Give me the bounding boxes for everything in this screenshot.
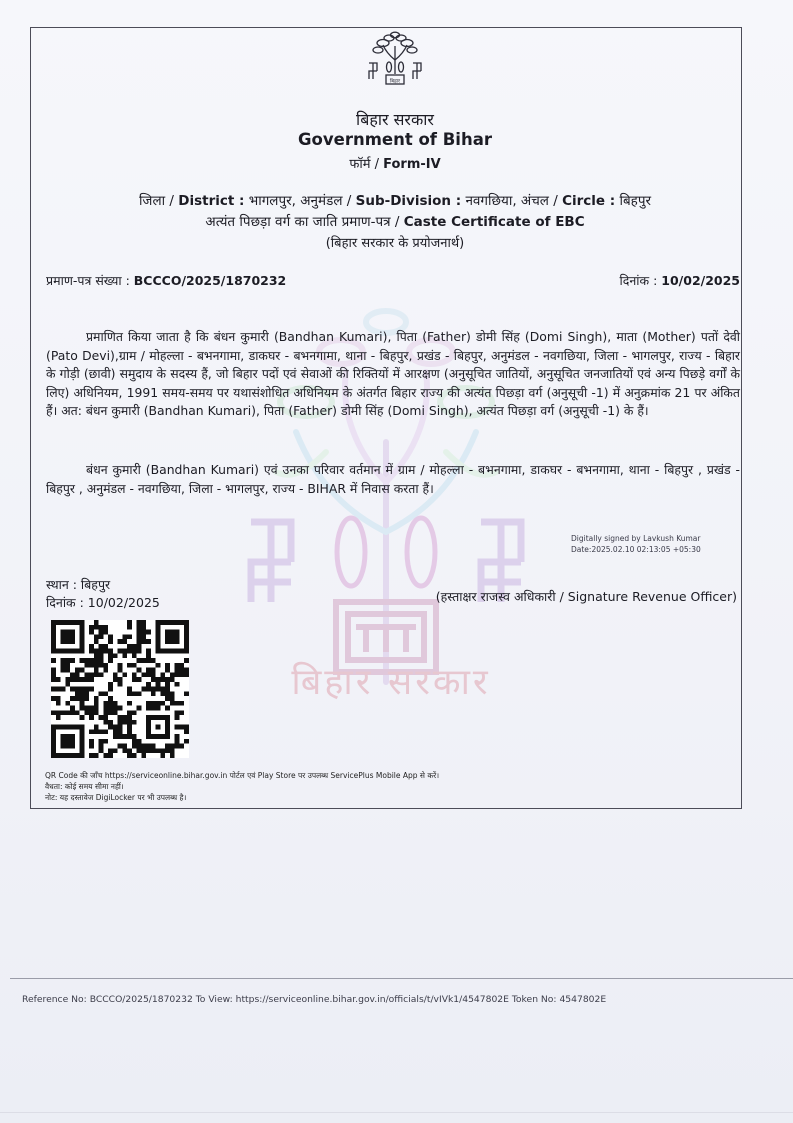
qr-code [51, 620, 189, 758]
qr-note: QR Code की जाँच https://serviceonline.bihar.gov.in पोर्टल एवं Play Store पर उपलब्ध ServicePlus Mobile App से करें। [45, 771, 440, 780]
digital-signature-block [571, 533, 701, 555]
certificate-title-hindi: अत्यंत पिछड़ा वर्ग का जाति प्रमाण-पत्र / [205, 214, 400, 230]
certification-paragraph: प्रमाणित किया जाता है कि बंधन कुमारी (Bandhan Kumari), पिता (Father) डोमी सिंह (Domi Singh), माता (Mother) पतों देवी (Pato Devi),ग्राम / मोहल्ला - बभनगामा, डाकघर - बभनगामा, थाना - बिहपुर, प्रखंड - बिहपुर, अनुमंडल - नवगछिया, जिला - भागलपुर, राज्य - बिहार के गोड़ी (छावी) समुदाय के सदस्य हैं, जो बिहार पदों एवं सेवाओं की रिक्तियों में आरक्षण (अनुसूचित जातियों, अनुसूचित जनजातियों एवं अन्य पिछड़े वर्गों के लिए) अधिनियम, 1991 समय-समय पर यथासंशोधित अधिनियम के अंतर्गत बिहार राज्य की अत्यंत पिछड़ा वर्ग (अनुसूची -1) में अनुक्रमांक 21 पर अंकित हैं। अत: बंधन कुमारी (Bandhan Kumari), पिता (Father) डोमी सिंह (Domi Singh), अत्यंत पिछड़ा वर्ग (अनुसूची -1) के हैं। [46, 329, 740, 419]
certificate-number-value: BCCCO/2025/1870232 [133, 273, 287, 288]
signature-label: (हस्ताक्षर राजस्व अधिकारी / Signature Revenue Officer) [435, 589, 737, 604]
header-hindi-title: बिहार सरकार [356, 110, 434, 129]
location-line [40, 191, 750, 209]
certificate-title-english: Caste Certificate of EBC [403, 214, 585, 230]
subdivision-value: नवगछिया, अंचल / [465, 193, 558, 209]
emblem-caption: बिहार [389, 78, 401, 85]
certificate-number-label: प्रमाण-पत्र संख्या : [46, 273, 130, 288]
digital-signature-date: Date:2025.02.10 02:13:05 +05:30 [571, 545, 701, 554]
subdivision-label: Sub-Division : [355, 193, 462, 209]
watermark-text: बिहार सरकार [291, 662, 491, 703]
digital-signature-name: Digitally signed by Lavkush Kumar [571, 534, 701, 543]
circle-value: बिहपुर [619, 193, 652, 209]
digilocker-note: नोट: यह दस्तावेज DigiLocker पर भी उपलब्ध है। [45, 793, 187, 802]
issue-date-label: दिनांक : [619, 273, 658, 288]
header-english-title: Government of Bihar [298, 130, 492, 149]
reference-footer: Reference No: BCCCO/2025/1870232 To View: https://serviceonline.bihar.gov.in/officials/t/vIVk1/4547802E Token No: 4547802E [22, 994, 607, 1005]
place-date-line: दिनांक : 10/02/2025 [46, 595, 160, 610]
validity-note: वैधता: कोई समय सीमा नहीं। [45, 782, 124, 791]
district-value: भागलपुर, अनुमंडल / [248, 193, 352, 209]
form-label-hindi: फॉर्म / [349, 157, 379, 172]
bihar-government-emblem [364, 30, 426, 88]
district-label-hindi: जिला / [138, 193, 174, 209]
issue-date [619, 272, 740, 289]
verification-notes [45, 770, 439, 803]
residence-paragraph: बंधन कुमारी (Bandhan Kumari) एवं उनका परिवार वर्तमान में ग्राम / मोहल्ला - बभनगामा, डाकघर - बभनगामा, थाना - बिहपुर , प्रखंड - बिहपुर , अनुमंडल - नवगछिया, जिला - भागलपुर, राज्य - BIHAR में निवास करता हैं। [46, 462, 740, 496]
place-date-block [46, 576, 160, 612]
place-line: स्थान : बिहपुर [46, 577, 111, 592]
footer-divider [10, 978, 793, 979]
form-number [40, 154, 750, 172]
certificate-subtitle: (बिहार सरकार के प्रयोजनार्थ) [325, 236, 465, 251]
issue-date-value: 10/02/2025 [661, 273, 740, 288]
page-fold-line [0, 1112, 793, 1113]
form-label-english: Form-IV [383, 157, 441, 172]
certificate-number [46, 272, 286, 289]
certificate-title [40, 212, 750, 230]
circle-label: Circle : [562, 193, 616, 209]
district-label: District : [178, 193, 245, 209]
